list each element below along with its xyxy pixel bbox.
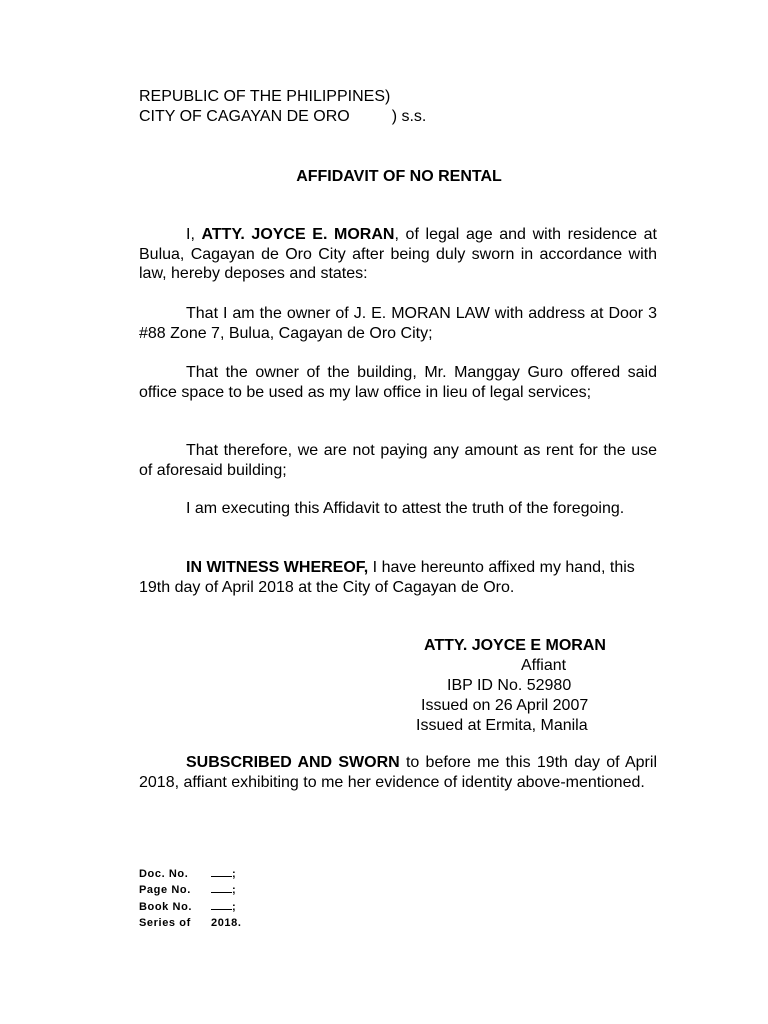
intro-paragraph <box>139 225 657 284</box>
building-paragraph: That the owner of the building, Mr. Manggay Guro offered said office space to be used as my law office in lieu of legal services; <box>139 364 657 401</box>
venue-ss: ) s.s. <box>391 108 427 125</box>
doc-no-label: Doc. No. <box>139 868 189 880</box>
venue-city <box>139 107 426 127</box>
doc-no-blank <box>211 867 232 877</box>
notarial-series-row <box>139 915 242 931</box>
signature-name: ATTY. JOYCE E MORAN <box>424 637 606 654</box>
affiant-name-bold: ATTY. JOYCE E. MORAN <box>201 226 395 243</box>
witness-paragraph <box>139 558 657 597</box>
signature-issued-at: Issued at Ermita, Manila <box>416 717 588 734</box>
series-value: 2018. <box>211 916 242 929</box>
jurat-rest: to before me this 19th day of April 2018, affiant exhibiting to me her evidence of identity above-mentioned. <box>139 754 657 791</box>
jurat-paragraph <box>139 753 657 792</box>
page-no-terminator: ; <box>232 884 237 897</box>
executing-paragraph: I am executing this Affidavit to attest the truth of the foregoing. <box>186 500 625 517</box>
page-no-label: Page No. <box>139 884 191 897</box>
series-label: Series of <box>139 916 191 929</box>
book-no-label: Book No. <box>139 900 193 913</box>
page-no-blank <box>211 883 232 893</box>
intro-pre: I, <box>186 226 202 243</box>
rent-paragraph: That therefore, we are not paying any amount as rent for the use of aforesaid building; <box>139 442 657 479</box>
signature-ibp: IBP ID No. 52980 <box>447 677 572 694</box>
venue-block <box>139 87 426 127</box>
witness-bold: IN WITNESS WHEREOF, <box>186 559 369 576</box>
notarial-page-row <box>139 882 242 898</box>
notarial-register <box>139 866 242 931</box>
signature-role: Affiant <box>521 657 567 674</box>
book-no-terminator: ; <box>232 900 237 913</box>
signature-issued-on: Issued on 26 April 2007 <box>421 697 589 714</box>
doc-no-terminator: ; <box>232 868 237 880</box>
notarial-doc-row <box>139 866 242 882</box>
witness-rest: I have hereunto affixed my hand, this 19th day of April 2018 at the City of Cagayan de Oro. <box>139 559 635 596</box>
venue-republic: REPUBLIC OF THE PHILIPPINES) <box>139 88 391 105</box>
intro-post: , of legal age and with residence at Bulua, Cagayan de Oro City after being duly sworn in accordance with law, hereby deposes and states: <box>139 226 658 282</box>
jurat-bold: SUBSCRIBED AND SWORN <box>186 754 400 771</box>
venue-city-name: CITY OF CAGAYAN DE ORO <box>139 108 350 125</box>
notarial-book-row <box>139 899 242 915</box>
owner-paragraph: That I am the owner of J. E. MORAN LAW with address at Door 3 #88 Zone 7, Bulua, Cagayan de Oro City; <box>139 305 657 342</box>
document-title: AFFIDAVIT OF NO RENTAL <box>296 168 502 185</box>
book-no-blank <box>211 900 232 910</box>
